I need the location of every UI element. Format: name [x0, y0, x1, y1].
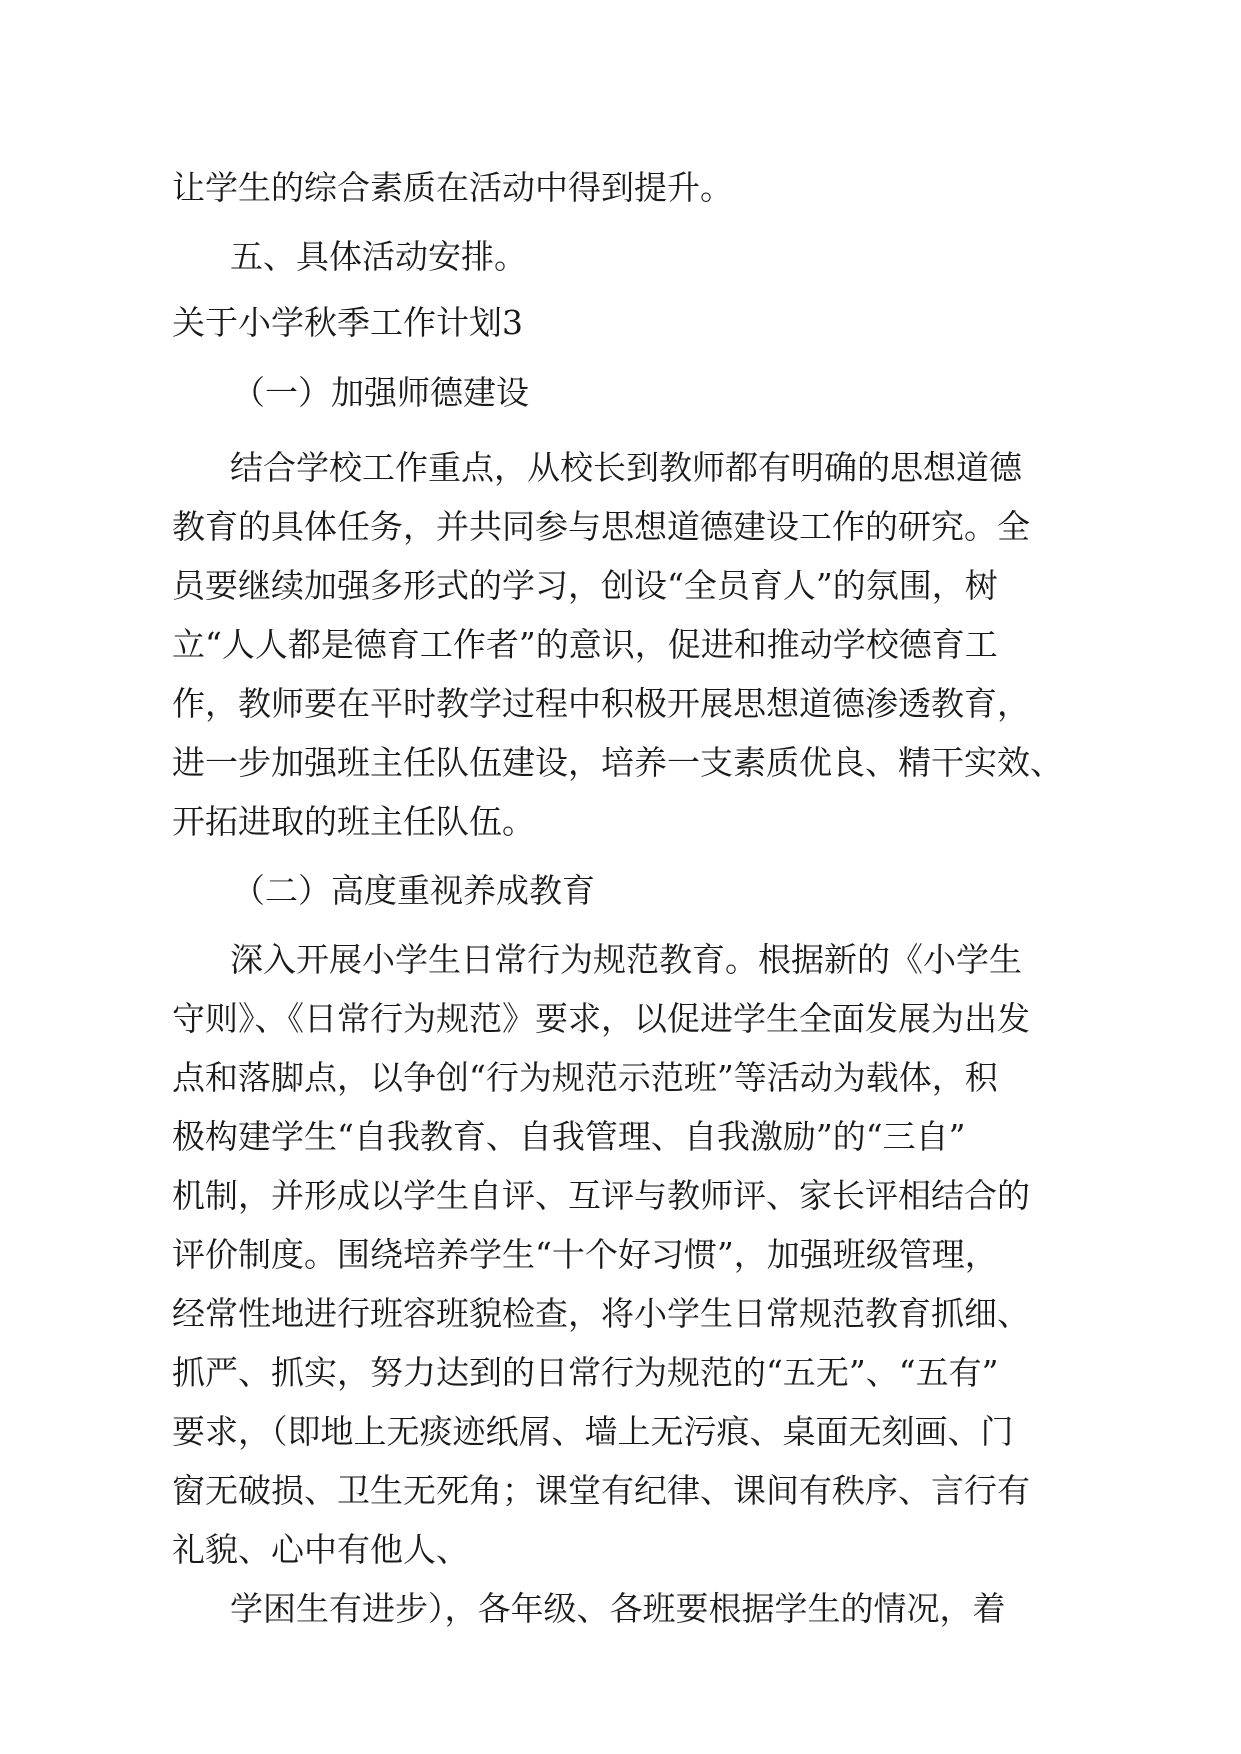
- paragraph-line: 机制，并形成以学生自评、互评与教师评、家长评相结合的: [172, 1176, 1030, 1215]
- document-title: 关于小学秋季工作计划3: [172, 303, 523, 342]
- paragraph-line: 结合学校工作重点，从校长到教师都有明确的思想道德: [230, 448, 1022, 487]
- paragraph-line: 员要继续加强多形式的学习，创设“全员育人”的氛围，树: [172, 566, 998, 605]
- paragraph-line: 开拓进取的班主任队伍。: [172, 802, 535, 841]
- paragraph-line: 深入开展小学生日常行为规范教育。根据新的《小学生: [230, 940, 1022, 979]
- paragraph-line: 极构建学生“自我教育、自我管理、自我激励”的“三自”: [172, 1117, 966, 1156]
- paragraph-line: 立“人人都是德育工作者”的意识，促进和推动学校德育工: [172, 625, 998, 664]
- paragraph-line: 进一步加强班主任队伍建设，培养一支素质优良、精干实效、: [172, 743, 1063, 782]
- paragraph-line: 抓严、抓实，努力达到的日常行为规范的“五无”、“五有”: [172, 1353, 999, 1392]
- paragraph-line: 礼貌、心中有他人、: [172, 1530, 469, 1569]
- paragraph-line: 评价制度。围绕培养学生“十个好习惯”，加强班级管理，: [172, 1235, 998, 1274]
- paragraph-line: 窗无破损、卫生无死角；课堂有纪律、课间有秩序、言行有: [172, 1471, 1030, 1510]
- paragraph-line: 作，教师要在平时教学过程中积极开展思想道德渗透教育，: [172, 684, 1030, 723]
- paragraph-line: 守则》、《日常行为规范》要求，以促进学生全面发展为出发: [172, 999, 1030, 1038]
- paragraph-line: 要求，（即地上无痰迹纸屑、墙上无污痕、桌面无刻画、门: [172, 1412, 1014, 1451]
- paragraph-line: 让学生的综合素质在活动中得到提升。: [172, 168, 733, 207]
- paragraph-line: 点和落脚点，以争创“行为规范示范班”等活动为载体，积: [172, 1058, 998, 1097]
- section-heading: 五、具体活动安排。: [230, 237, 527, 276]
- paragraph-line: 学困生有进步），各年级、各班要根据学生的情况，着: [230, 1589, 1006, 1628]
- subsection-heading-1: （一）加强师德建设: [232, 373, 529, 412]
- paragraph-line: 教育的具体任务，并共同参与思想道德建设工作的研究。全: [172, 507, 1030, 546]
- paragraph-line: 经常性地进行班容班貌检查，将小学生日常规范教育抓细、: [172, 1294, 1030, 1333]
- subsection-heading-2: （二）高度重视养成教育: [232, 871, 595, 910]
